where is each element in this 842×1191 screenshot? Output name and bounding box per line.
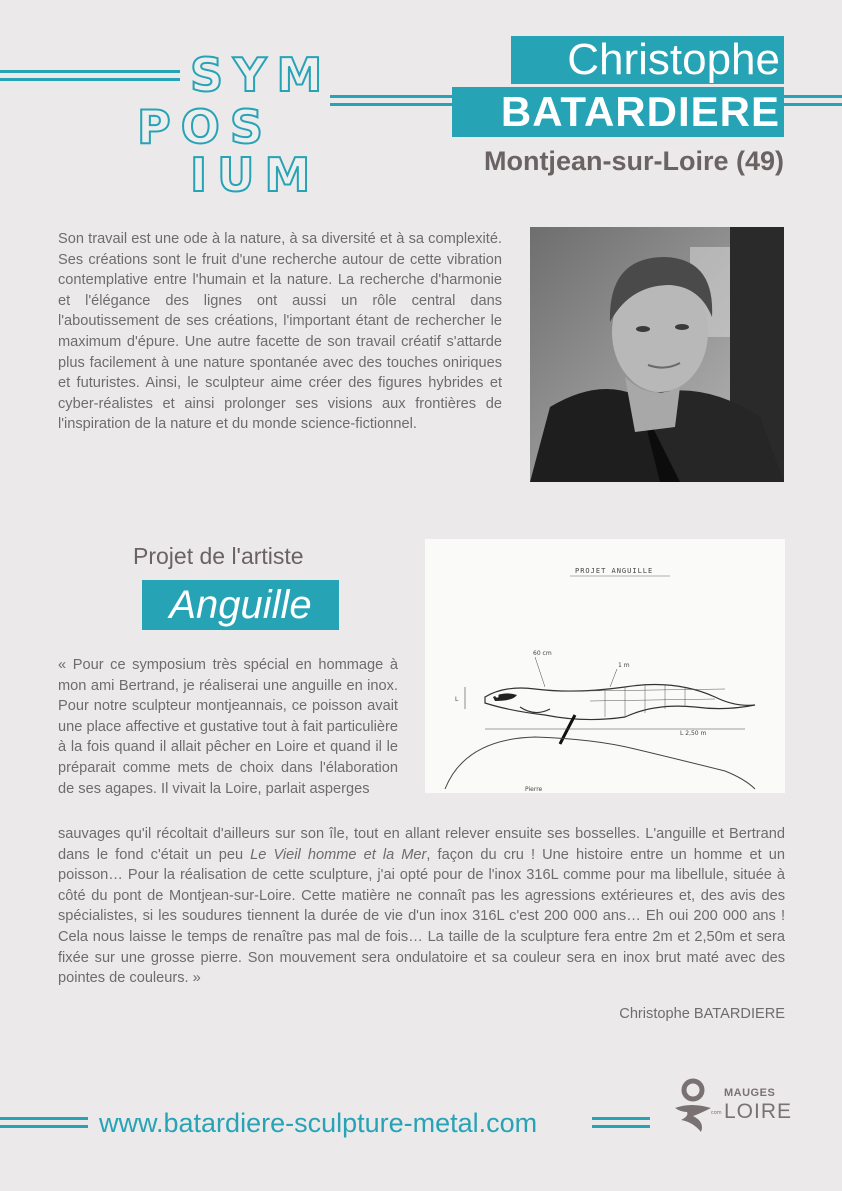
quote-book-title: Le Vieil homme et la Mer xyxy=(250,846,427,863)
header-line-mid-top xyxy=(330,95,452,98)
project-heading: Projet de l'artiste xyxy=(133,543,304,569)
mauges-loire-logo xyxy=(671,1078,723,1134)
footer-line-bottom xyxy=(0,1125,88,1128)
artist-last-name: BATARDIERE xyxy=(452,87,784,137)
project-quote-part2 xyxy=(58,824,785,989)
partner-small-text: com xyxy=(711,1110,722,1116)
symposium-logo-line1: SYM xyxy=(190,48,333,102)
sketch-label-left: 60 cm xyxy=(533,650,552,657)
artist-location: Montjean-sur-Loire (49) xyxy=(483,146,784,176)
quote-text-b: , façon du cru ! Une histoire entre un homme et un poisson… Pour la réalisation de cette sculpture, j'ai opté pour de l'inox 316L comme pour ma libellule, située à côté du pont de Montjean-sur-Loire. Cette matière ne connaît pas les agressions extérieures et, des avis des spécialistes, si les soudures tiennent la durée de vie d'un inox 316L c'est 200 000 ans… Eh oui 200 000 ans ! Cela nous laisse le temps de renaître pas mal de fois… La taille de la sculpture fera entre 2m et 2,50m et sera fixée sur une grosse pierre. Son mouvement sera ondulatoire et sa couleur sera en inox brut maté avec des pointes de couleurs. » xyxy=(58,846,785,987)
quote-signature: Christophe BATARDIERE xyxy=(619,1006,785,1022)
sketch-label-right: L 2,50 m xyxy=(680,730,707,737)
header-line-right-top xyxy=(784,95,842,98)
svg-text:L: L xyxy=(455,696,459,703)
symposium-logo-line2: POS xyxy=(137,100,273,154)
project-title: Anguille xyxy=(142,580,339,630)
partner-name-line1: MAUGES xyxy=(724,1087,776,1099)
header-line-mid-bottom xyxy=(330,103,452,106)
sketch-label-stone: Pierre xyxy=(525,786,543,793)
sketch-title: PROJET ANGUILLE xyxy=(575,567,654,575)
artist-bio: Son travail est une ode à la nature, à sa diversité et à sa complexité. Ses créations sont le fruit d'une recherche autour de cette vibration contemplative entre l'humain et la nature. La recherche d'harmonie et l'élégance des lignes ont aussi un rôle central dans l'aboutissement de ses créations, l'important étant de rechercher le maximum d'épure. Une autre facette de son travail créatif s'attarde plus facilement à une nature spontanée avec des touches oniriques et futuristes. Ainsi, le sculpteur aime créer des figures hybrides et cyber-réalistes et ainsi prolonger ses visions aux frontières de l'inspiration de la nature et du monde science-fictionnel. xyxy=(58,231,502,433)
website-link[interactable]: www.batardiere-sculpture-metal.com xyxy=(99,1108,538,1138)
artist-portrait xyxy=(530,227,784,482)
footer-line-top xyxy=(0,1117,88,1120)
header-line-left-bottom xyxy=(0,78,180,81)
quote-text-a: sauvages qu'il récoltait d'ailleurs sur son île, tout en allant relever ensuite ses bosselles. L'anguille et Bertrand dans le fond c'était un peu xyxy=(58,826,785,863)
header-line-right-bottom xyxy=(784,103,842,106)
partner-name-line2: LOIRE xyxy=(724,1100,793,1123)
project-sketch xyxy=(425,539,785,793)
artist-first-name: Christophe xyxy=(511,36,784,84)
header-line-left-top xyxy=(0,70,180,73)
footer-line-right-bottom xyxy=(592,1125,650,1128)
sketch-label-mid: 1 m xyxy=(618,662,630,669)
footer-line-right-top xyxy=(592,1117,650,1120)
symposium-logo-line3: IUM xyxy=(190,148,321,202)
project-quote-part1: « Pour ce symposium très spécial en hommage à mon ami Bertrand, je réaliserai une anguille en inox. Pour notre sculpteur montjeannais, ce poisson avait une place affective et gustative tout à fait particulière à la fois quand il allait pêcher en Loire et quand il le préparait comme mets de choix dans l'élaboration de ses agapes. Il vivait la Loire, parlait asperges xyxy=(58,657,398,797)
